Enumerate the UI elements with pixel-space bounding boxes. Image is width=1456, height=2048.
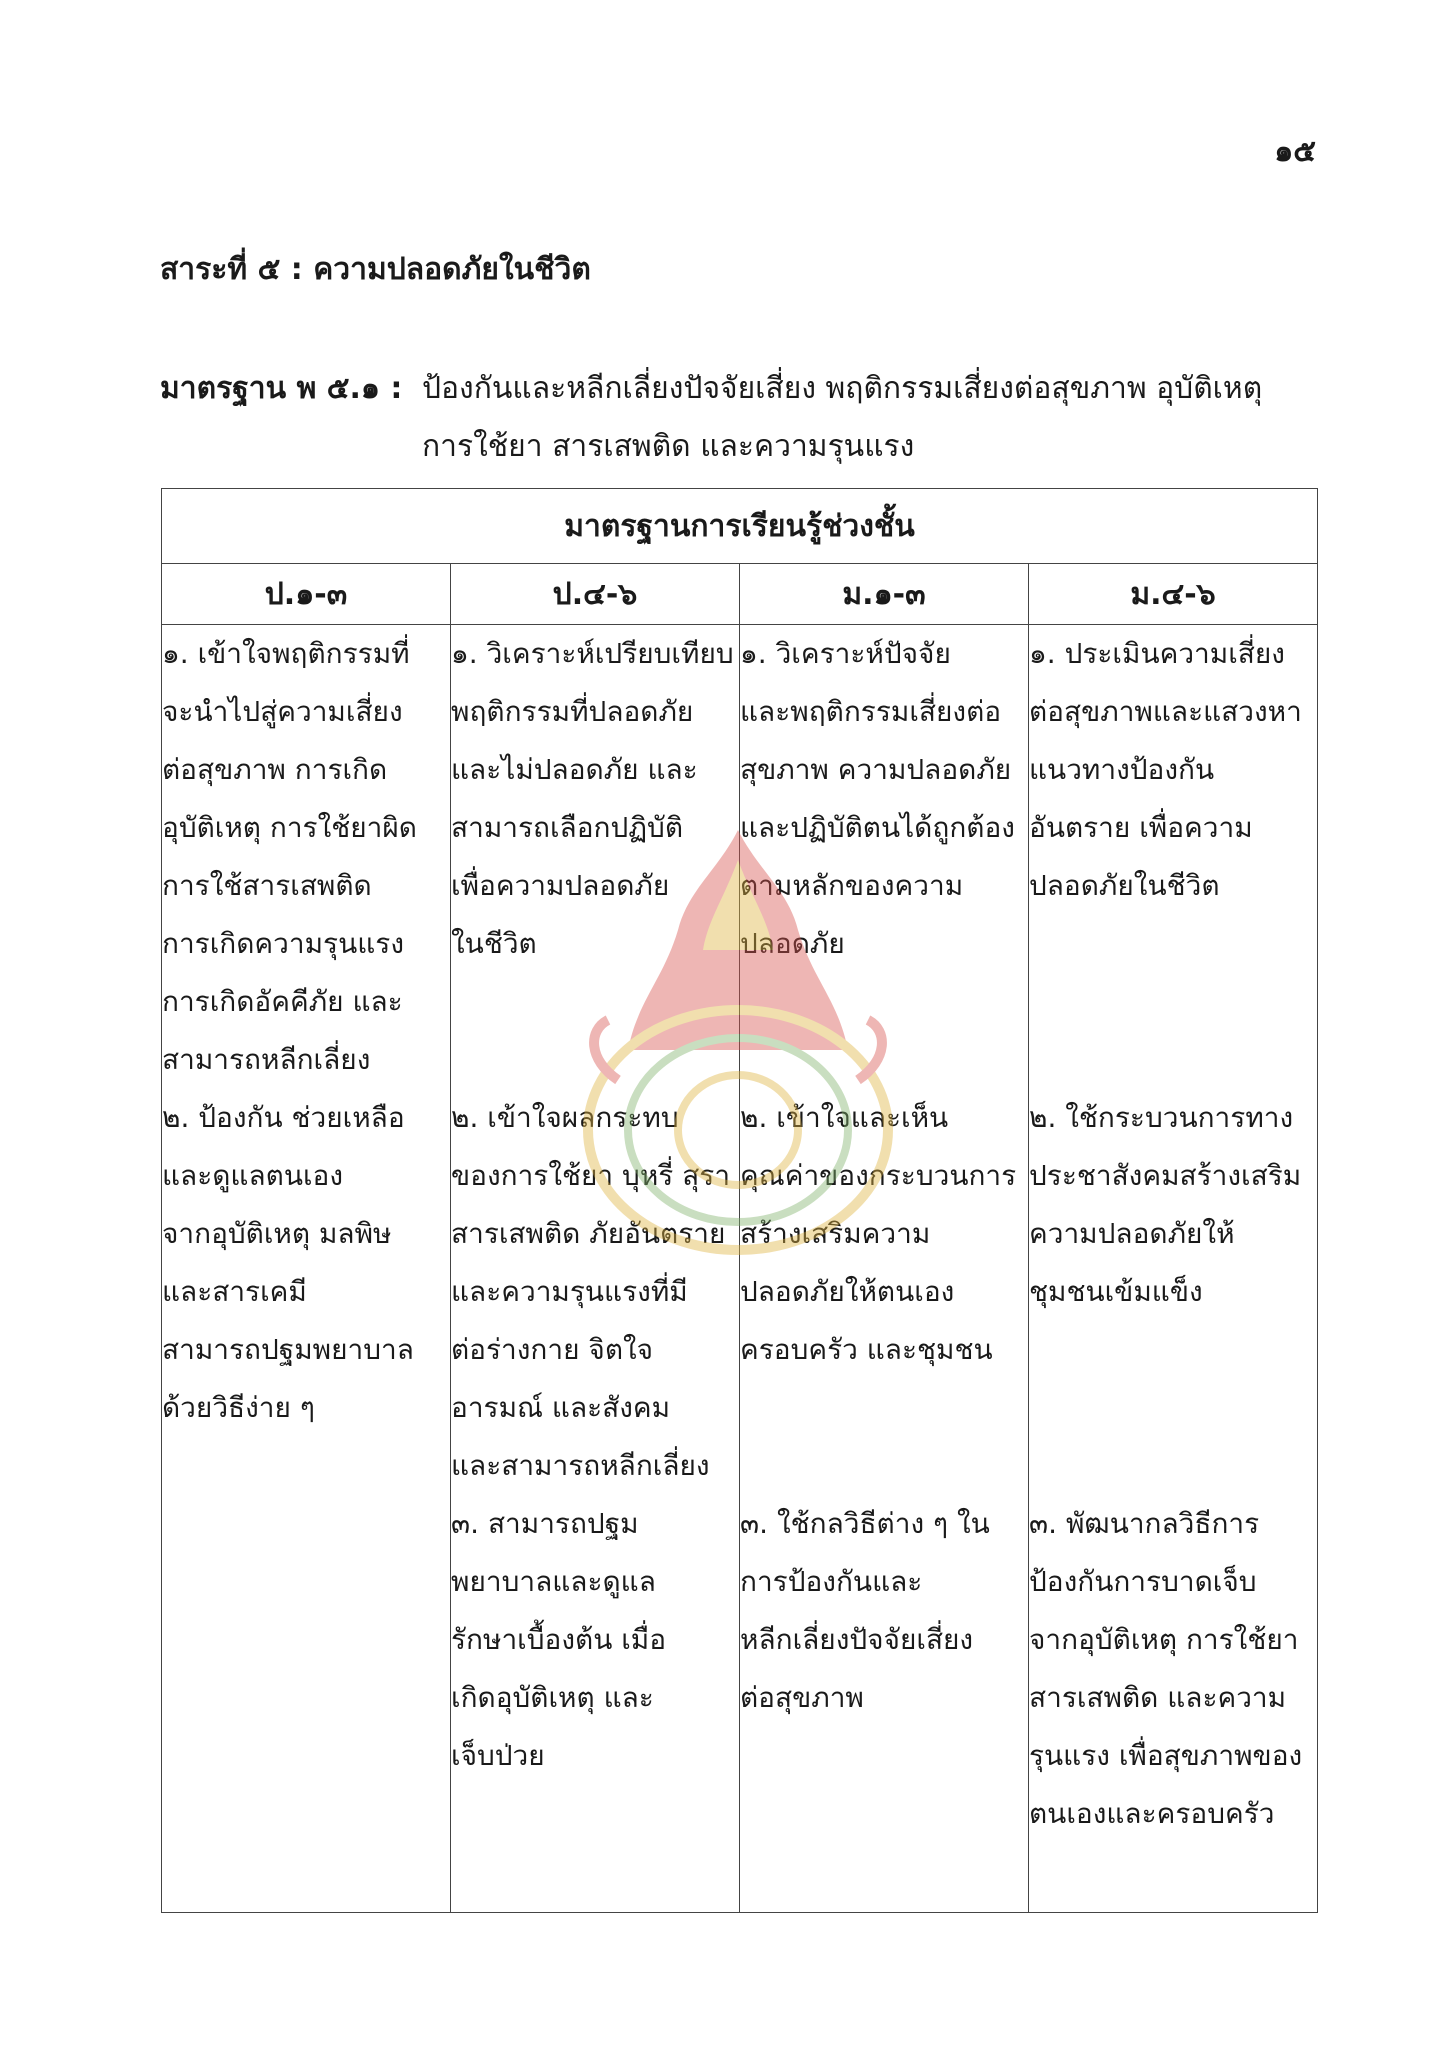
indicator-m1-3-2: ๒. เข้าใจและเห็น คุณค่าของกระบวนการ สร้างเสริมความ ปลอดภัยให้ตนเอง ครอบครัว และชุมชน [740,1101,1017,1366]
grade-cell-m4-6 [1029,625,1318,1913]
indicator-p4-6-3: ๓. สามารถปฐม พยาบาลและดูแล รักษาเบื้องต้น เมื่อ เกิดอุบัติเหตุ และ เจ็บป่วย [451,1507,667,1772]
standard-description [422,360,1320,476]
indicator-m1-3-1: ๑. วิเคราะห์ปัจจัย และพฤติกรรมเสี่ยงต่อ สุขภาพ ความปลอดภัย และปฏิบัติตนได้ถูกต้อง ตามหลักของความ ปลอดภัย [740,637,1015,960]
indicator-p4-6-1: ๑. วิเคราะห์เปรียบเทียบ พฤติกรรมที่ปลอดภัย และไม่ปลอดภัย และ สามารถเลือกปฏิบัติ เพื่อความปลอดภัย ในชีวิต [451,637,734,960]
indicator-p4-6-2: ๒. เข้าใจผลกระทบ ของการใช้ยา บุหรี่ สุรา สารเสพติด ภัยอันตราย และความรุนแรงที่มี ต่อร่างกาย จิตใจ อารมณ์ และสังคม และสามารถหลีกเลี่ยง [451,1101,731,1482]
indicator-m1-3-3: ๓. ใช้กลวิธีต่าง ๆ ใน การป้องกันและ หลีกเลี่ยงปัจจัยเสี่ยง ต่อสุขภาพ [740,1507,990,1714]
standard-statement [160,360,1320,476]
standard-description-line: การใช้ยา สารเสพติด และความรุนแรง [422,429,915,464]
standard-description-line: ป้องกันและหลีกเลี่ยงปัจจัยเสี่ยง พฤติกรรมเสี่ยงต่อสุขภาพ อุบัติเหตุ [422,371,1263,406]
grade-cell-p4-6 [451,625,740,1913]
indicator-p1-3-1: ๑. เข้าใจพฤติกรรมที่ จะนำไปสู่ความเสี่ยง ต่อสุขภาพ การเกิด อุบัติเหตุ การใช้ยาผิด การใช้สารเสพติด การเกิดความรุนแรง การเกิดอัคคีภัย และ สามารถหลีกเลี่ยง [162,637,417,1076]
indicator-m4-6-3: ๓. พัฒนากลวิธีการ ป้องกันการบาดเจ็บ จากอุบัติเหตุ การใช้ยา สารเสพติด และความ รุนแรง เพื่อสุขภาพของ ตนเองและครอบครัว [1029,1507,1303,1830]
grade-header-m4-6: ม.๔-๖ [1029,564,1318,625]
learning-standards-table [161,488,1318,1913]
grade-header-p1-3: ป.๑-๓ [162,564,451,625]
grade-cell-p1-3 [162,625,451,1913]
indicator-m4-6-2: ๒. ใช้กระบวนการทาง ประชาสังคมสร้างเสริม ความปลอดภัยให้ ชุมชนเข้มแข็ง [1029,1101,1302,1308]
strand-title: สาระที่ ๕ : ความปลอดภัยในชีวิต [160,252,591,287]
grade-header-p4-6: ป.๔-๖ [451,564,740,625]
standard-code: มาตรฐาน พ ๕.๑ : [160,371,403,406]
table-title: มาตรฐานการเรียนรู้ช่วงชั้น [162,489,1318,564]
indicator-p1-3-2: ๒. ป้องกัน ช่วยเหลือ และดูแลตนเอง จากอุบัติเหตุ มลพิษ และสารเคมี สามารถปฐมพยาบาล ด้วยวิธีง่าย ๆ [162,1101,414,1424]
grade-header-m1-3: ม.๑-๓ [740,564,1029,625]
page-number: ๑๕ [1274,134,1316,169]
grade-cell-m1-3 [740,625,1029,1913]
indicator-m4-6-1: ๑. ประเมินความเสี่ยง ต่อสุขภาพและแสวงหา แนวทางป้องกัน อันตราย เพื่อความ ปลอดภัยในชีวิต [1029,637,1302,902]
